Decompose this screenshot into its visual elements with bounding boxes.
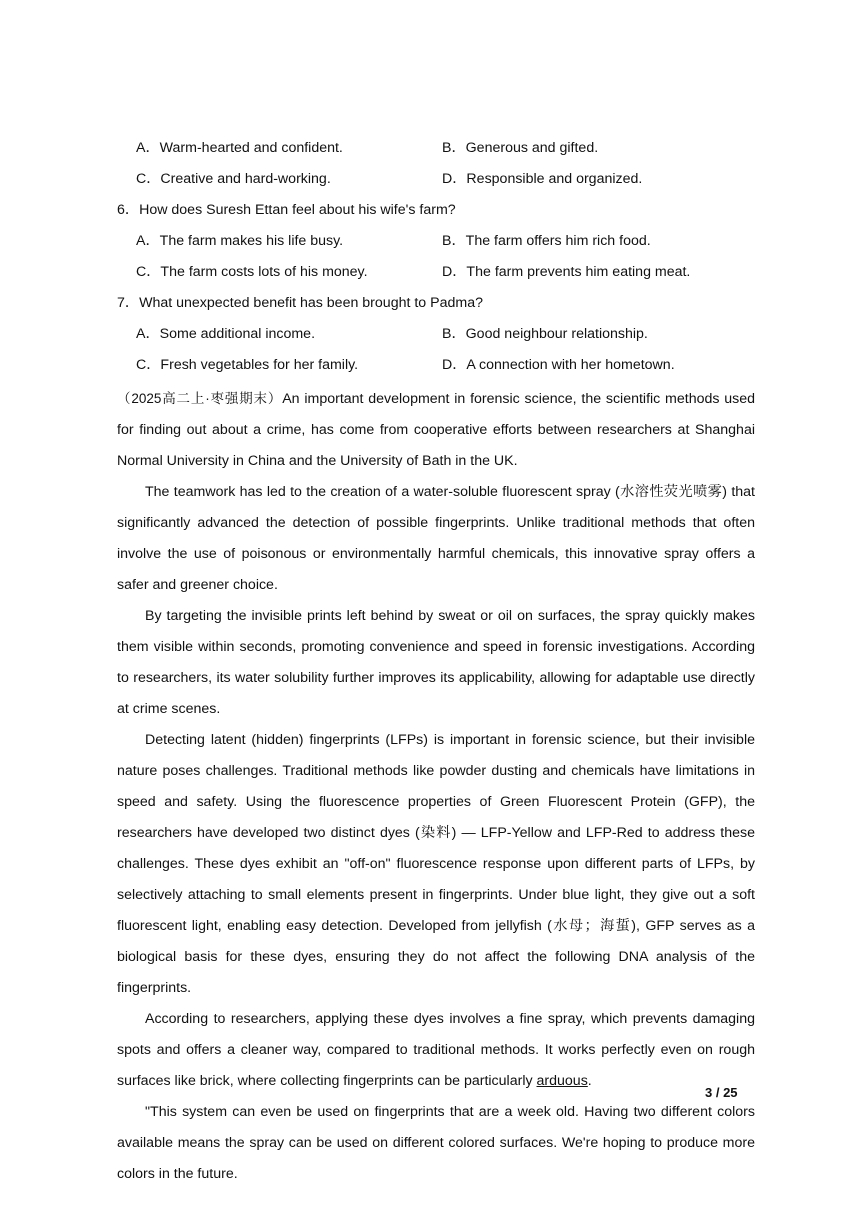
q7-option-b[interactable]: B．Good neighbour relationship. xyxy=(442,326,648,342)
passage-paragraph-5-end: . xyxy=(587,1073,592,1089)
q5-option-d[interactable]: D．Responsible and organized. xyxy=(442,171,643,187)
q5-option-row-1 xyxy=(0,136,868,160)
passage-paragraph-6: "This system can even be used on fingerprints that are a week old. Having two different colors available means the spray can be used on different colored surfaces. We're hoping to produce more colors in the future. xyxy=(117,1104,755,1182)
reading-passage xyxy=(117,383,755,1190)
passage-paragraph-4: Detecting latent (hidden) fingerprints (LFPs) is important in forensic science, but their invisible nature poses challenges. Traditional methods like powder dusting and chemicals have limitations in speed and safety. Using the fluorescence properties of Green Fluorescent Protein (GFP), the researchers have developed two distinct dyes (染料) — LFP-Yellow and LFP-Red to address these challenges. These dyes exhibit an "off-on" fluorescence response upon different parts of LFPs, by selectively attaching to small elements present in fingerprints. Under blue light, they give out a soft fluorescent light, enabling easy detection. Developed from jellyfish (水母；海蜇), GFP serves as a biological basis for these dyes, ensuring they do not affect the following DNA analysis of the fingerprints. xyxy=(117,732,755,996)
q5-option-row-2 xyxy=(0,167,868,191)
q5-option-a[interactable]: A．Warm-hearted and confident. xyxy=(136,140,343,156)
underlined-word-arduous: arduous xyxy=(536,1073,588,1089)
passage-paragraph-5-text: According to researchers, applying these dyes involves a fine spray, which prevents damaging spots and offers a cleaner way, compared to traditional methods. It works perfectly even on rough surfaces like brick, where collecting fingerprints can be particularly xyxy=(117,1011,755,1089)
passage-paragraph-2: The teamwork has led to the creation of a water-soluble fluorescent spray (水溶性荧光喷雾) that significantly advanced the detection of possible fingerprints. Unlike traditional methods that often involve the use of poisonous or environmentally harmful chemicals, this innovative spray offers a safer and greener choice. xyxy=(117,484,755,593)
q7-option-row-2 xyxy=(0,353,868,377)
q7-question: 7．What unexpected benefit has been brought to Padma? xyxy=(117,295,483,311)
q7-option-c[interactable]: C．Fresh vegetables for her family. xyxy=(136,357,359,373)
q5-option-c[interactable]: C．Creative and hard-working. xyxy=(136,171,331,187)
passage-source-tag: （2025高二上·枣强期末） xyxy=(117,391,283,406)
page-number: 3 / 25 xyxy=(705,1085,738,1100)
passage-paragraph-3: By targeting the invisible prints left behind by sweat or oil on surfaces, the spray quickly makes them visible within seconds, promoting convenience and speed in forensic investigations. According to researchers, its water solubility further improves its applicability, allowing for adaptable use directly at crime scenes. xyxy=(117,608,755,717)
q7-option-d[interactable]: D．A connection with her hometown. xyxy=(442,357,675,373)
passage-paragraph-5 xyxy=(117,1004,755,1097)
q6-option-row-1 xyxy=(0,229,868,253)
q7-option-row-1 xyxy=(0,322,868,346)
q6-option-row-2 xyxy=(0,260,868,284)
passage-paragraph-1 xyxy=(117,383,755,477)
q6-question: 6．How does Suresh Ettan feel about his wife's farm? xyxy=(117,202,456,218)
q6-option-a[interactable]: A．The farm makes his life busy. xyxy=(136,233,344,249)
q6-option-c[interactable]: C．The farm costs lots of his money. xyxy=(136,264,368,280)
q6-option-b[interactable]: B．The farm offers him rich food. xyxy=(442,233,651,249)
q6-option-d[interactable]: D．The farm prevents him eating meat. xyxy=(442,264,691,280)
passage-paragraph-1-text: An important development in forensic science, the scientific methods used for finding out about a crime, has come from cooperative efforts between researchers at Shanghai Normal University in China and the University of Bath in the UK. xyxy=(117,391,756,469)
q7-option-a[interactable]: A．Some additional income. xyxy=(136,326,316,342)
q5-option-b[interactable]: B．Generous and gifted. xyxy=(442,140,599,156)
